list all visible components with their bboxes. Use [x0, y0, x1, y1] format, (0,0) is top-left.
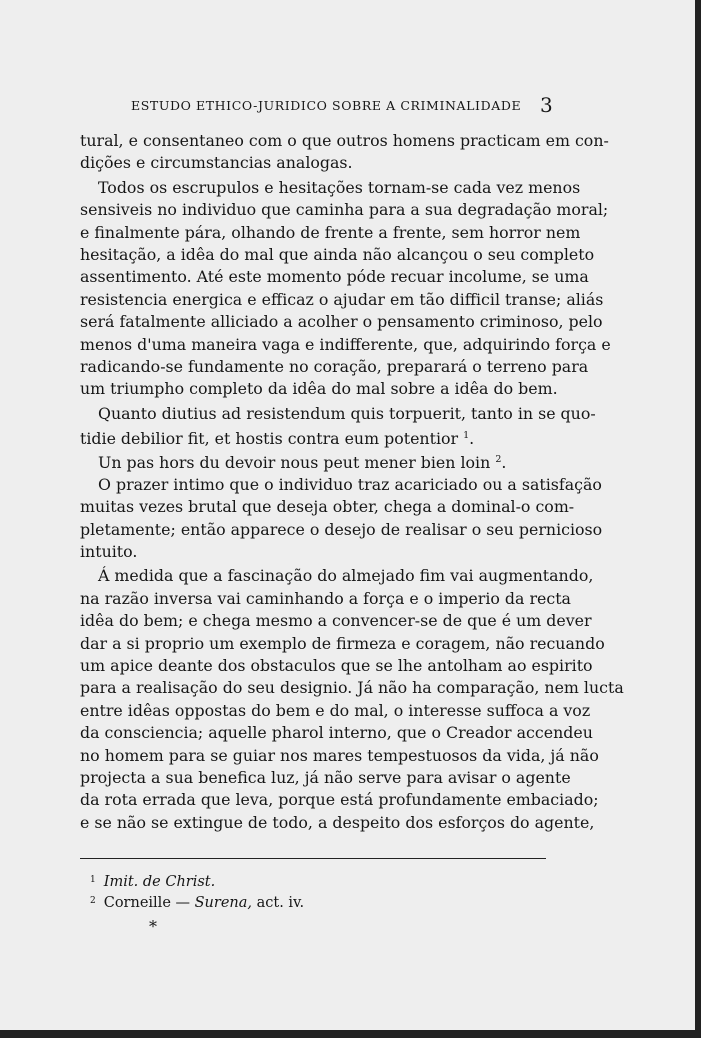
text-line: dar a si proprio um exemplo de firmeza e coragem, não recuando — [80, 633, 605, 653]
text-line: dições e circumstancias analogas. — [80, 153, 353, 173]
text-line: um triumpho completo da idêa do mal sobre a idêa do bem. — [80, 379, 558, 399]
footnote-marker: 2 — [90, 896, 96, 906]
text-line: O prazer intimo que o individuo traz acariciado ou a satisfação — [98, 474, 602, 494]
text-line: tidie debilior fit, et hostis contra eum potentior $^1$. — [80, 429, 475, 449]
text-line: Á medida que a fascinação do almejado fim vai augmentando, — [98, 566, 594, 586]
scan-edge-bottom — [0, 1030, 701, 1038]
text-line: tural, e consentaneo com o que outros homens practicam em con- — [80, 131, 609, 150]
text-line: Quanto diutius ad resistendum quis torpuerit, tanto in se quo- — [98, 403, 596, 423]
footnote-1 — [90, 874, 215, 890]
text-line: radicando-se fundamente no coração, preparará o terreno para — [80, 356, 589, 376]
page-number: 3 — [540, 93, 553, 117]
text-line: entre idêas oppostas do bem e do mal, o interesse suffoca a voz — [80, 700, 591, 720]
running-title: ESTUDO ETHICO-JURIDICO SOBRE A CRIMINALIDADE — [131, 98, 522, 113]
footnote-work: Surena, — [194, 895, 253, 911]
body-text — [80, 130, 624, 834]
text-line: idêa do bem; e chega mesmo a convencer-se de que é um dever — [80, 611, 592, 631]
text-line: da rota errada que leva, porque está profundamente embaciado; — [80, 790, 599, 810]
footnote-ref-1: 1 — [463, 430, 470, 442]
footnote-marker: 1 — [90, 875, 96, 885]
footnote-ref-2: 2 — [495, 454, 502, 466]
footnote-text: Imit. de Christ. — [103, 874, 216, 890]
text-line: da consciencia; aquelle pharol interno, que o Creador accendeu — [80, 723, 593, 743]
footnote-rule — [80, 858, 546, 859]
text-line-content: tidie debilior fit, et hostis contra eum potentior — [80, 429, 459, 449]
text-line: sensiveis no individuo que caminha para a sua degradação moral; — [80, 200, 609, 220]
footnote-2 — [90, 895, 304, 911]
footnote-author: Corneille — — [103, 895, 195, 911]
text-line: para a realisação do seu designio. Já não ha comparação, nem lucta — [80, 678, 624, 698]
text-line: Todos os escrupulos e hesitações tornam-se cada vez menos — [98, 177, 581, 197]
text-line: hesitação, a idêa do mal que ainda não alcançou o seu completo — [80, 244, 595, 264]
footnote-rest: act. iv. — [252, 895, 305, 911]
text-line: no homem para se guiar nos mares tempestuosos da vida, já não — [80, 745, 599, 765]
text-line: projecta a sua benefica luz, já não serve para avisar o agente — [80, 767, 571, 787]
text-line: será fatalmente alliciado a acolher o pensamento criminoso, pelo — [80, 312, 603, 332]
text-line-content: Un pas hors du devoir nous peut mener bien loin — [98, 453, 491, 473]
text-line: um apice deante dos obstaculos que se lhe antolham ao espirito — [80, 655, 593, 675]
text-line: muitas vezes brutal que deseja obter, chega a dominal-o com- — [80, 497, 575, 517]
signature-mark: * — [149, 917, 157, 936]
text-line: intuito. — [80, 542, 138, 562]
text-line: resistencia energica e efficaz o ajudar em tão difficil transe; aliás — [80, 289, 604, 309]
text-line: menos d'uma maneira vaga e indifferente, que, adquirindo força e — [80, 334, 611, 354]
text-line: Un pas hors du devoir nous peut mener bien loin $^2$. — [98, 453, 507, 473]
text-line: e finalmente pára, olhando de frente a frente, sem horror nem — [80, 222, 581, 242]
text-line: e se não se extingue de todo, a despeito dos esforços do agente, — [80, 812, 595, 832]
text-line: assentimento. Até este momento póde recuar incolume, se uma — [80, 267, 589, 287]
text-line: pletamente; então apparece o desejo de realisar o seu pernicioso — [80, 519, 603, 539]
text-line: na razão inversa vai caminhando a força e o imperio da recta — [80, 588, 571, 608]
scan-edge-right — [695, 0, 701, 1038]
